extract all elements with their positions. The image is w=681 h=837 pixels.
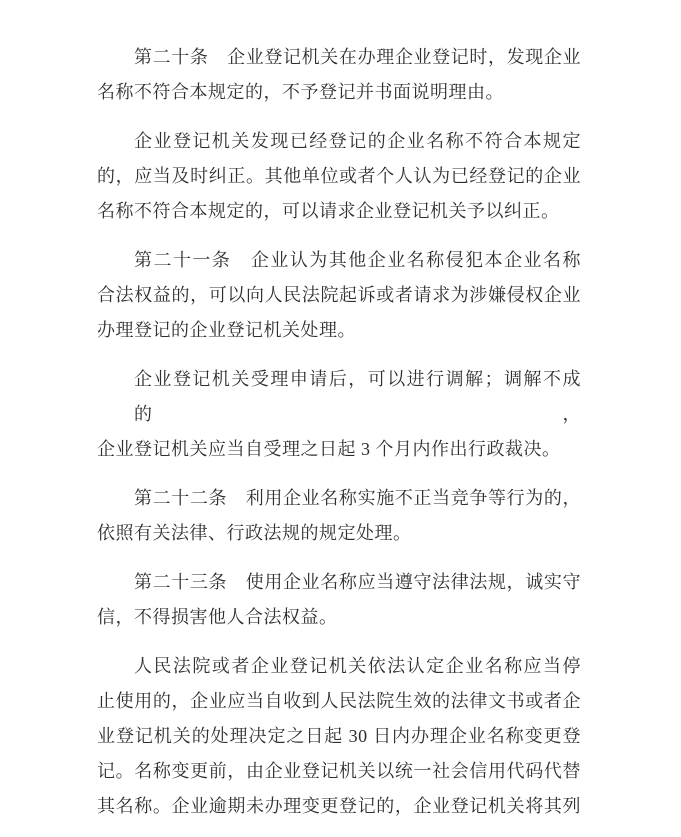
document-line: 第二十二条 利用企业名称实施不正当竞争等行为的， bbox=[134, 488, 581, 508]
document-line: 其名称。企业逾期未办理变更登记的，企业登记机关将其列 bbox=[97, 796, 581, 816]
paragraph-article-22 bbox=[97, 481, 581, 551]
paragraph-article-20-clause-1 bbox=[97, 40, 581, 110]
paragraph-article-20-clause-2 bbox=[97, 124, 581, 229]
document-line: 第二十三条 使用企业名称应当遵守法律法规，诚实守 bbox=[134, 572, 581, 592]
paragraph-article-21-clause-2 bbox=[97, 362, 581, 467]
document-line: 企业登记机关受理申请后，可以进行调解；调解不成的， bbox=[134, 369, 581, 424]
document-line: 第二十条 企业登记机关在办理企业登记时，发现企业 bbox=[134, 47, 581, 67]
document-line: 办理登记的企业登记机关处理。 bbox=[97, 320, 356, 340]
document-line: 业登记机关的处理决定之日起 30 日内办理企业名称变更登 bbox=[97, 726, 581, 746]
document-line: 的，应当及时纠正。其他单位或者个人认为已经登记的企业 bbox=[97, 166, 581, 186]
document-line: 企业登记机关发现已经登记的企业名称不符合本规定 bbox=[134, 131, 581, 151]
document-line: 人民法院或者企业登记机关依法认定企业名称应当停 bbox=[134, 656, 581, 676]
document-line: 信，不得损害他人合法权益。 bbox=[97, 607, 338, 627]
document-line: 企业登记机关应当自受理之日起 3 个月内作出行政裁决。 bbox=[97, 439, 561, 459]
document-line: 依照有关法律、行政法规的规定处理。 bbox=[97, 523, 412, 543]
document-line: 合法权益的，可以向人民法院起诉或者请求为涉嫌侵权企业 bbox=[97, 285, 581, 305]
paragraph-article-21-clause-1 bbox=[97, 243, 581, 348]
document-line: 止使用的，企业应当自收到人民法院生效的法律文书或者企 bbox=[97, 691, 581, 711]
document-line: 记。名称变更前，由企业登记机关以统一社会信用代码代替 bbox=[97, 761, 581, 781]
document-body bbox=[97, 40, 581, 837]
document-line: 名称不符合本规定的，可以请求企业登记机关予以纠正。 bbox=[97, 201, 560, 221]
document-line: 名称不符合本规定的，不予登记并书面说明理由。 bbox=[97, 82, 504, 102]
paragraph-article-23-clause-1 bbox=[97, 565, 581, 635]
document-line: 第二十一条 企业认为其他企业名称侵犯本企业名称 bbox=[134, 250, 581, 270]
paragraph-article-23-clause-2 bbox=[97, 649, 581, 824]
